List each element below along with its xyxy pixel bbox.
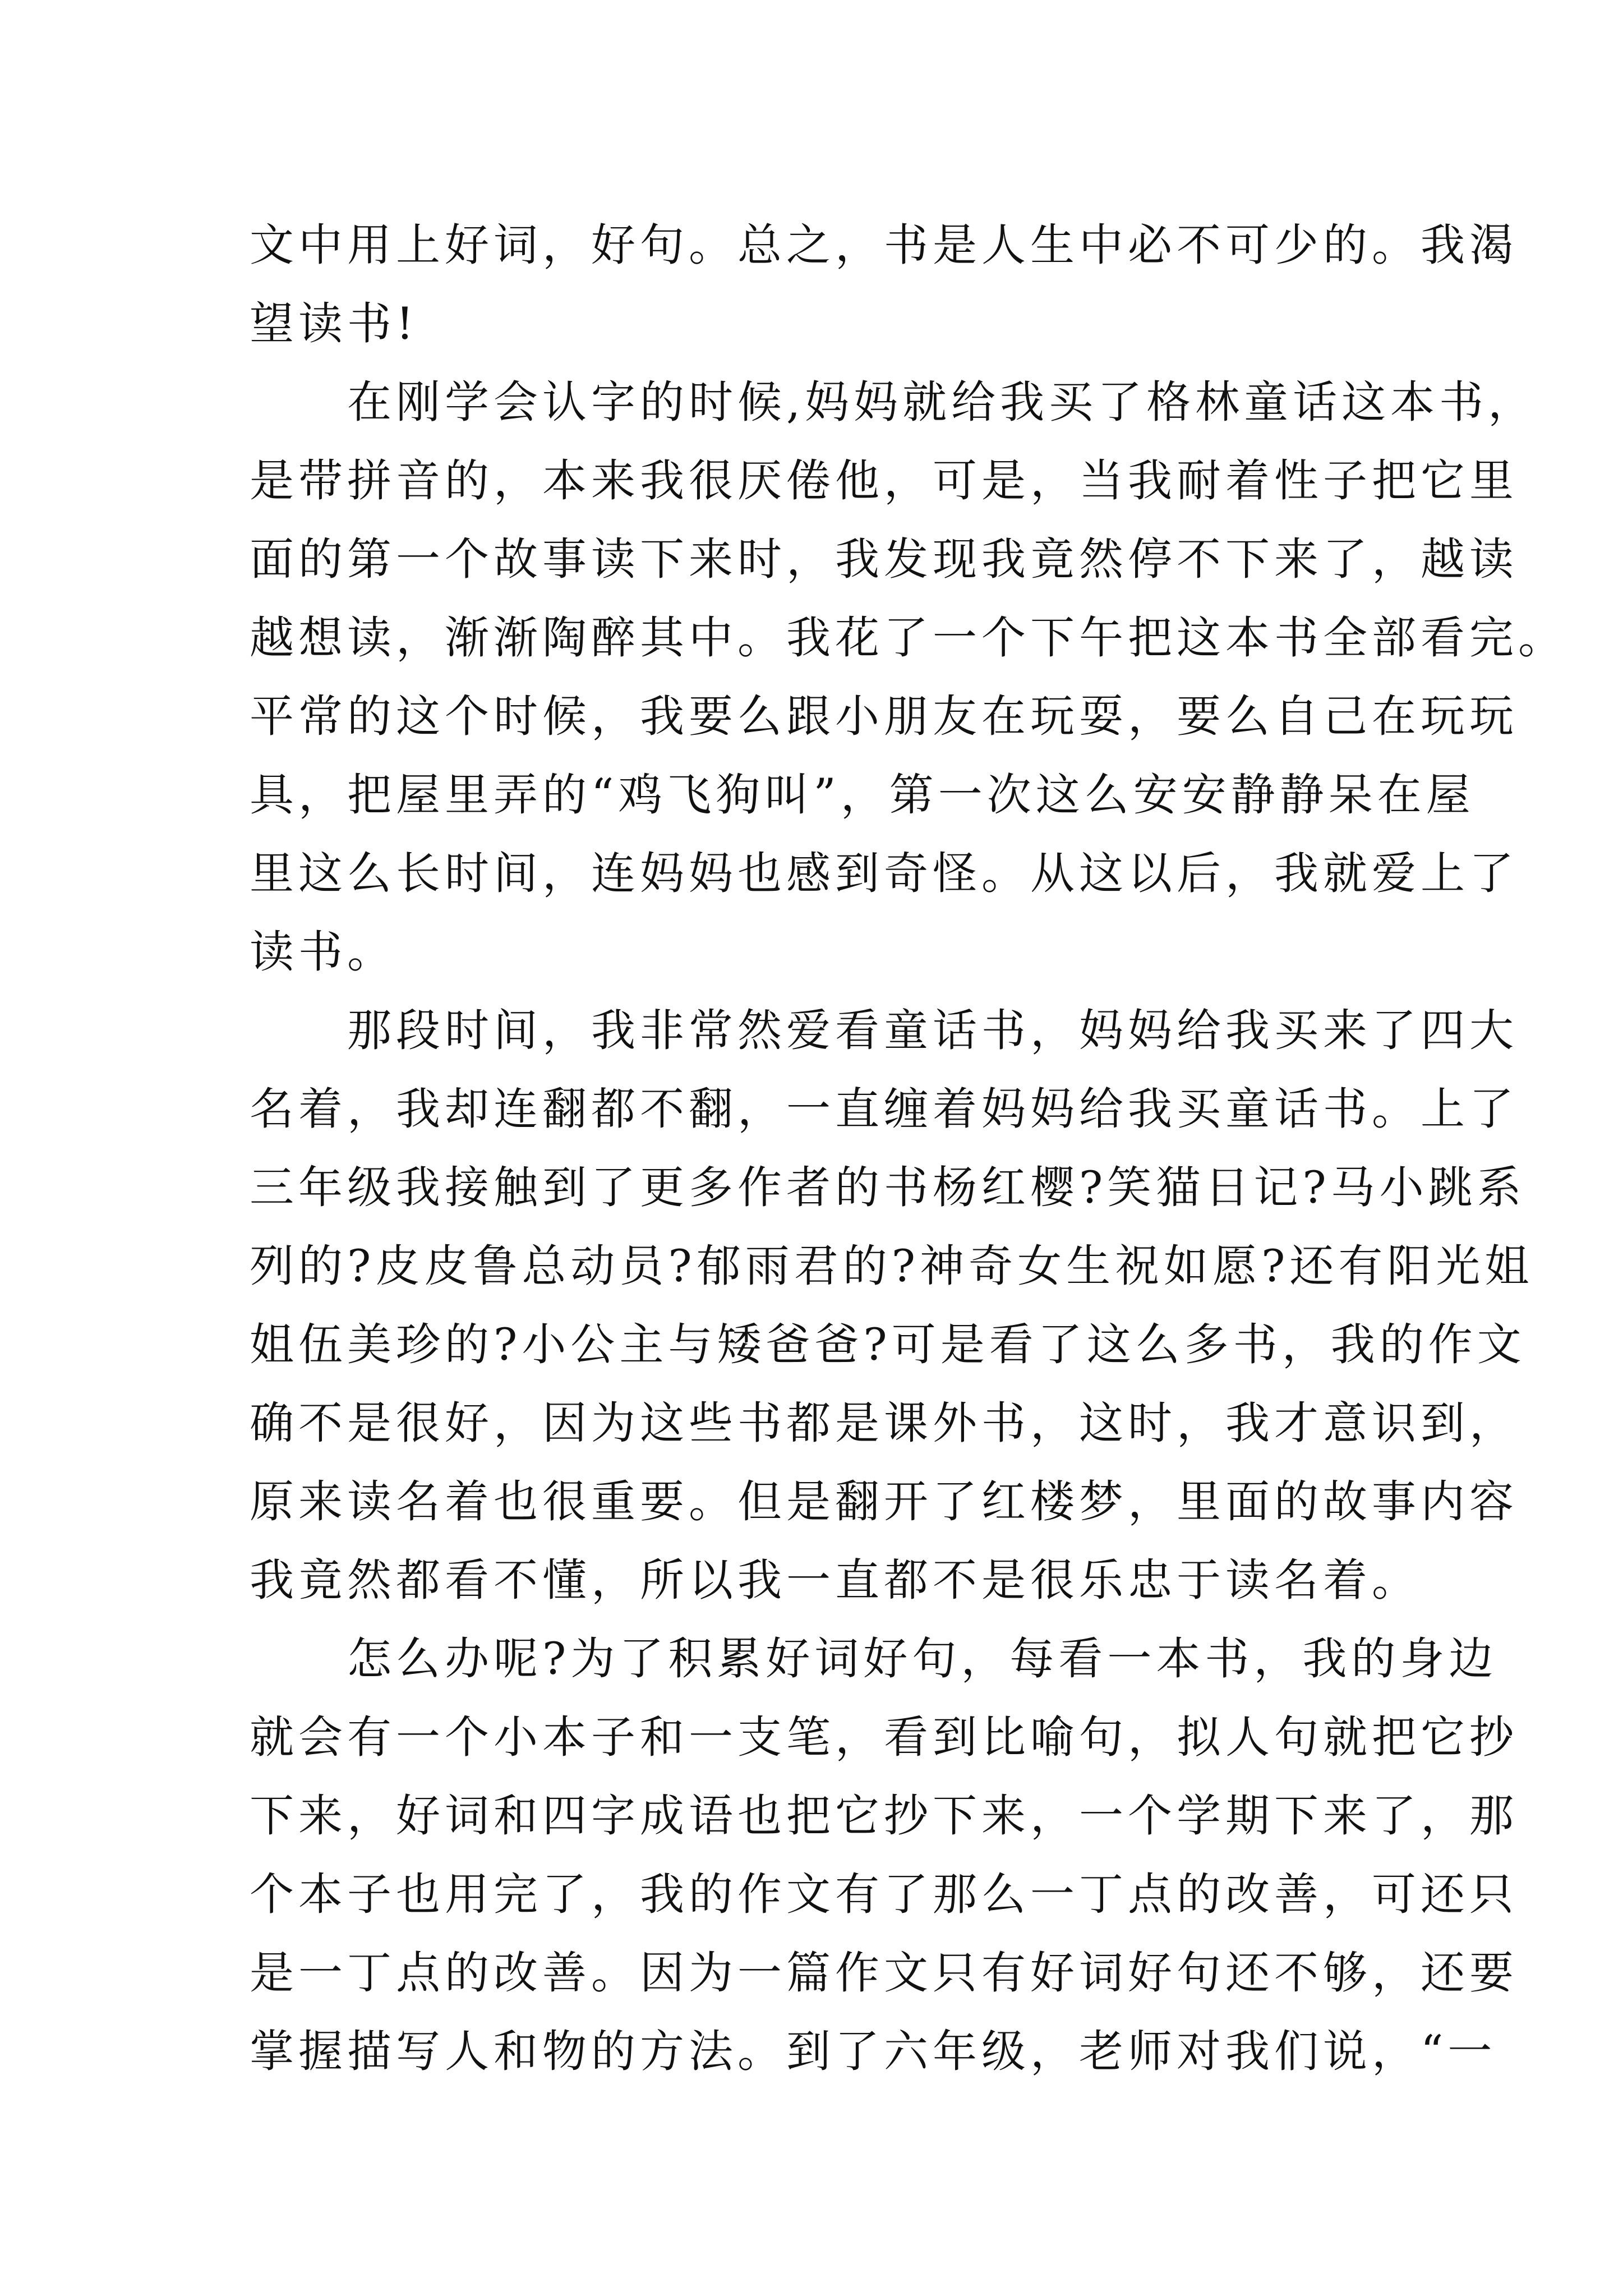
text-line: 越想读，渐渐陶醉其中。我花了一个下午把这本书全部看完。 <box>250 612 1567 664</box>
text-line: 面的第一个故事读下来时，我发现我竟然停不下来了，越读 <box>250 533 1518 585</box>
paragraph-first-line: 在刚学会认字的时候,妈妈就给我买了格林童话这本书， <box>347 376 1537 428</box>
text-line: 是带拼音的，本来我很厌倦他，可是，当我耐着性子把它里 <box>250 455 1518 507</box>
text-line: 姐伍美珍的?小公主与矮爸爸?可是看了这么多书，我的作文 <box>250 1319 1526 1370</box>
text-line: 平常的这个时候，我要么跟小朋友在玩耍，要么自己在玩玩 <box>250 691 1518 742</box>
text-line: 望读书! <box>250 298 418 349</box>
text-line: 个本子也用完了，我的作文有了那么一丁点的改善，可还只 <box>250 1869 1518 1920</box>
paragraph-first-line: 怎么办呢?为了积累好词好句，每看一本书，我的身边 <box>347 1633 1498 1685</box>
text-line: 里这么长时间，连妈妈也感到奇怪。从这以后，我就爱上了 <box>250 848 1518 899</box>
text-line: 我竟然都看不懂，所以我一直都不是很乐忠于读名着。 <box>250 1554 1421 1606</box>
text-line: 掌握描写人和物的方法。到了六年级，老师对我们说，“一 <box>250 2026 1497 2077</box>
text-line: 就会有一个小本子和一支笔，看到比喻句，拟人句就把它抄 <box>250 1711 1518 1763</box>
text-line: 文中用上好词，好句。总之，书是人生中必不可少的。我渴 <box>250 219 1518 271</box>
text-line: 下来，好词和四字成语也把它抄下来，一个学期下来了，那 <box>250 1790 1518 1842</box>
text-line: 三年级我接触到了更多作者的书杨红樱?笑猫日记?马小跳系 <box>250 1162 1526 1213</box>
text-line: 原来读名着也很重要。但是翻开了红楼梦，里面的故事内容 <box>250 1476 1518 1527</box>
text-line: 列的?皮皮鲁总动员?郁雨君的?神奇女生祝如愿?还有阳光姐 <box>250 1240 1534 1292</box>
text-line: 读书。 <box>250 926 396 978</box>
text-line: 具，把屋里弄的“鸡飞狗叫”，第一次这么安安静静呆在屋 <box>250 769 1475 821</box>
text-line: 是一丁点的改善。因为一篇作文只有好词好句还不够，还要 <box>250 1947 1518 1999</box>
paragraph-first-line: 那段时间，我非常然爱看童话书，妈妈给我买来了四大 <box>347 1005 1518 1056</box>
text-line: 名着，我却连翻都不翻，一直缠着妈妈给我买童话书。上了 <box>250 1083 1518 1135</box>
text-line: 确不是很好，因为这些书都是课外书，这时，我才意识到， <box>250 1397 1518 1449</box>
